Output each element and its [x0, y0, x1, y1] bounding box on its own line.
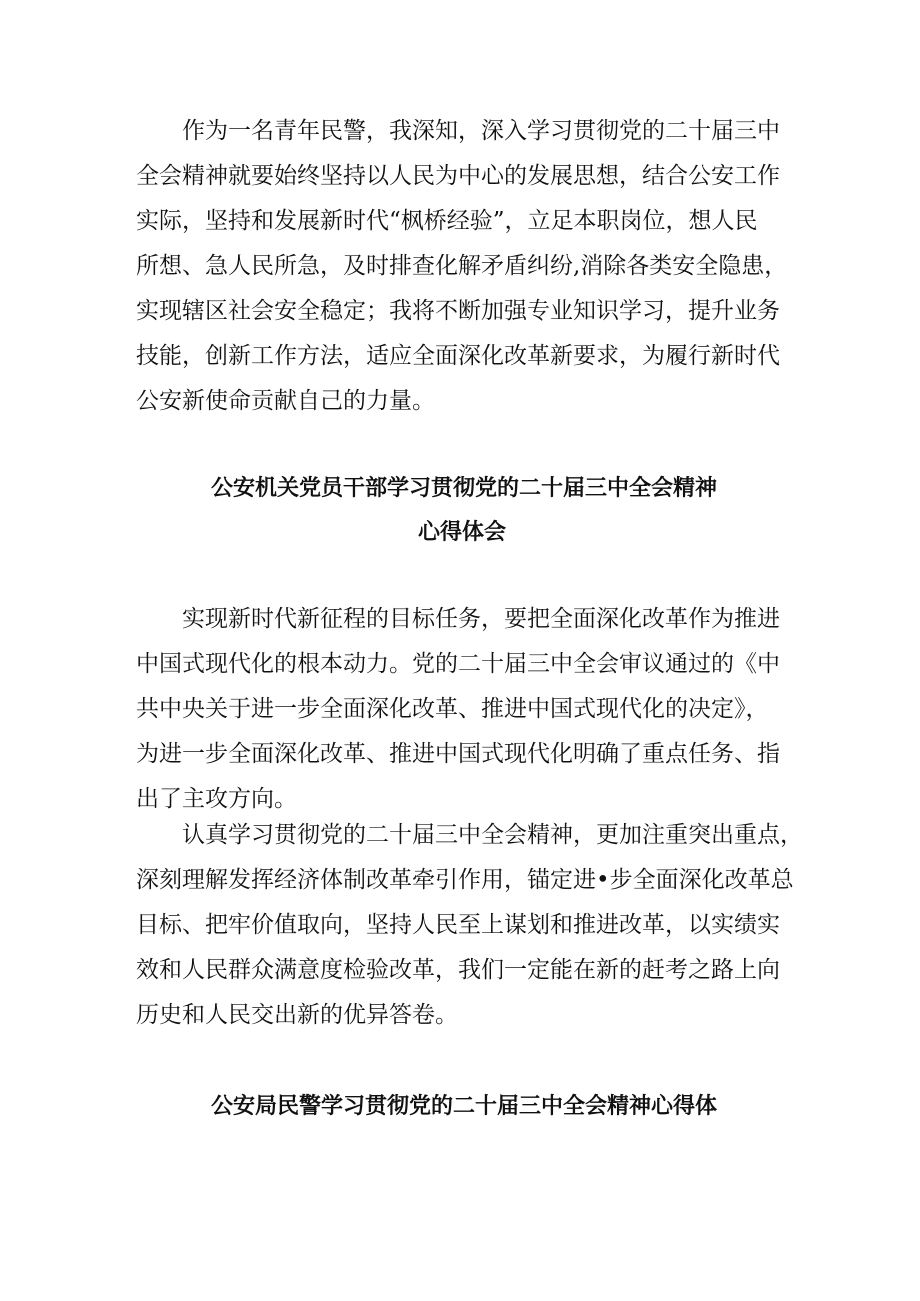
paragraph-line: 深刻理解发挥经济体制改革牵引作用，锚定进•步全面深化改革总 [136, 867, 794, 893]
paragraph-line: 实现新时代新征程的目标任务，要把全面深化改革作为推进 [182, 606, 780, 632]
paragraph-youth-police [136, 109, 792, 424]
paragraph-line: 目标、把牢价值取向，坚持人民至上谋划和推进改革，以实绩实 [136, 912, 780, 938]
paragraph-line: 认真学习贯彻党的二十届三中全会精神，更加注重突出重点， [182, 822, 803, 848]
paragraph-line: 出了主攻方向。 [136, 786, 297, 812]
paragraph-line: 所想、急人民所急，及时排查化解矛盾纠纷,消除各类安全隐患， [136, 253, 788, 279]
paragraph-reform-goals [136, 597, 792, 822]
heading-line: 心得体会 [418, 519, 507, 545]
paragraph-line: 为进一步全面深化改革、推进中国式现代化明确了重点任务、指 [136, 741, 780, 767]
heading-line: 公安局民警学习贯彻党的二十届三中全会精神心得体 [210, 1093, 717, 1119]
paragraph-line: 共中央关于进一步全面深化改革、推进中国式现代化的决定》， [136, 696, 769, 722]
section-heading-party-cadres [136, 466, 792, 554]
paragraph-line: 技能，创新工作方法，适应全面深化改革新要求，为履行新时代 [136, 343, 780, 369]
paragraph-line: 效和人民群众满意度检验改革，我们一定能在新的赶考之路上向 [136, 957, 780, 983]
paragraph-line: 实现辖区社会安全稳定；我将不断加强专业知识学习，提升业务 [136, 298, 780, 324]
paragraph-line: 历史和人民交出新的优异答卷。 [136, 1002, 458, 1028]
paragraph-line: 公安新使命贡献自己的力量。 [136, 388, 435, 414]
heading-line: 公安机关党员干部学习贯彻党的二十届三中全会精神 [210, 475, 717, 501]
paragraph-line: 中国式现代化的根本动力。党的二十届三中全会审议通过的《中 [136, 651, 780, 677]
paragraph-line: 全会精神就要始终坚持以人民为中心的发展思想，结合公安工作 [136, 163, 780, 189]
paragraph-line: 实际，坚持和发展新时代“枫桥经验”，立足本职岗位，想人民 [136, 208, 758, 234]
section-heading-police-bureau [136, 1084, 792, 1128]
paragraph-line: 作为一名青年民警，我深知，深入学习贯彻党的二十届三中 [182, 118, 780, 144]
paragraph-study-spirit [136, 813, 803, 1038]
